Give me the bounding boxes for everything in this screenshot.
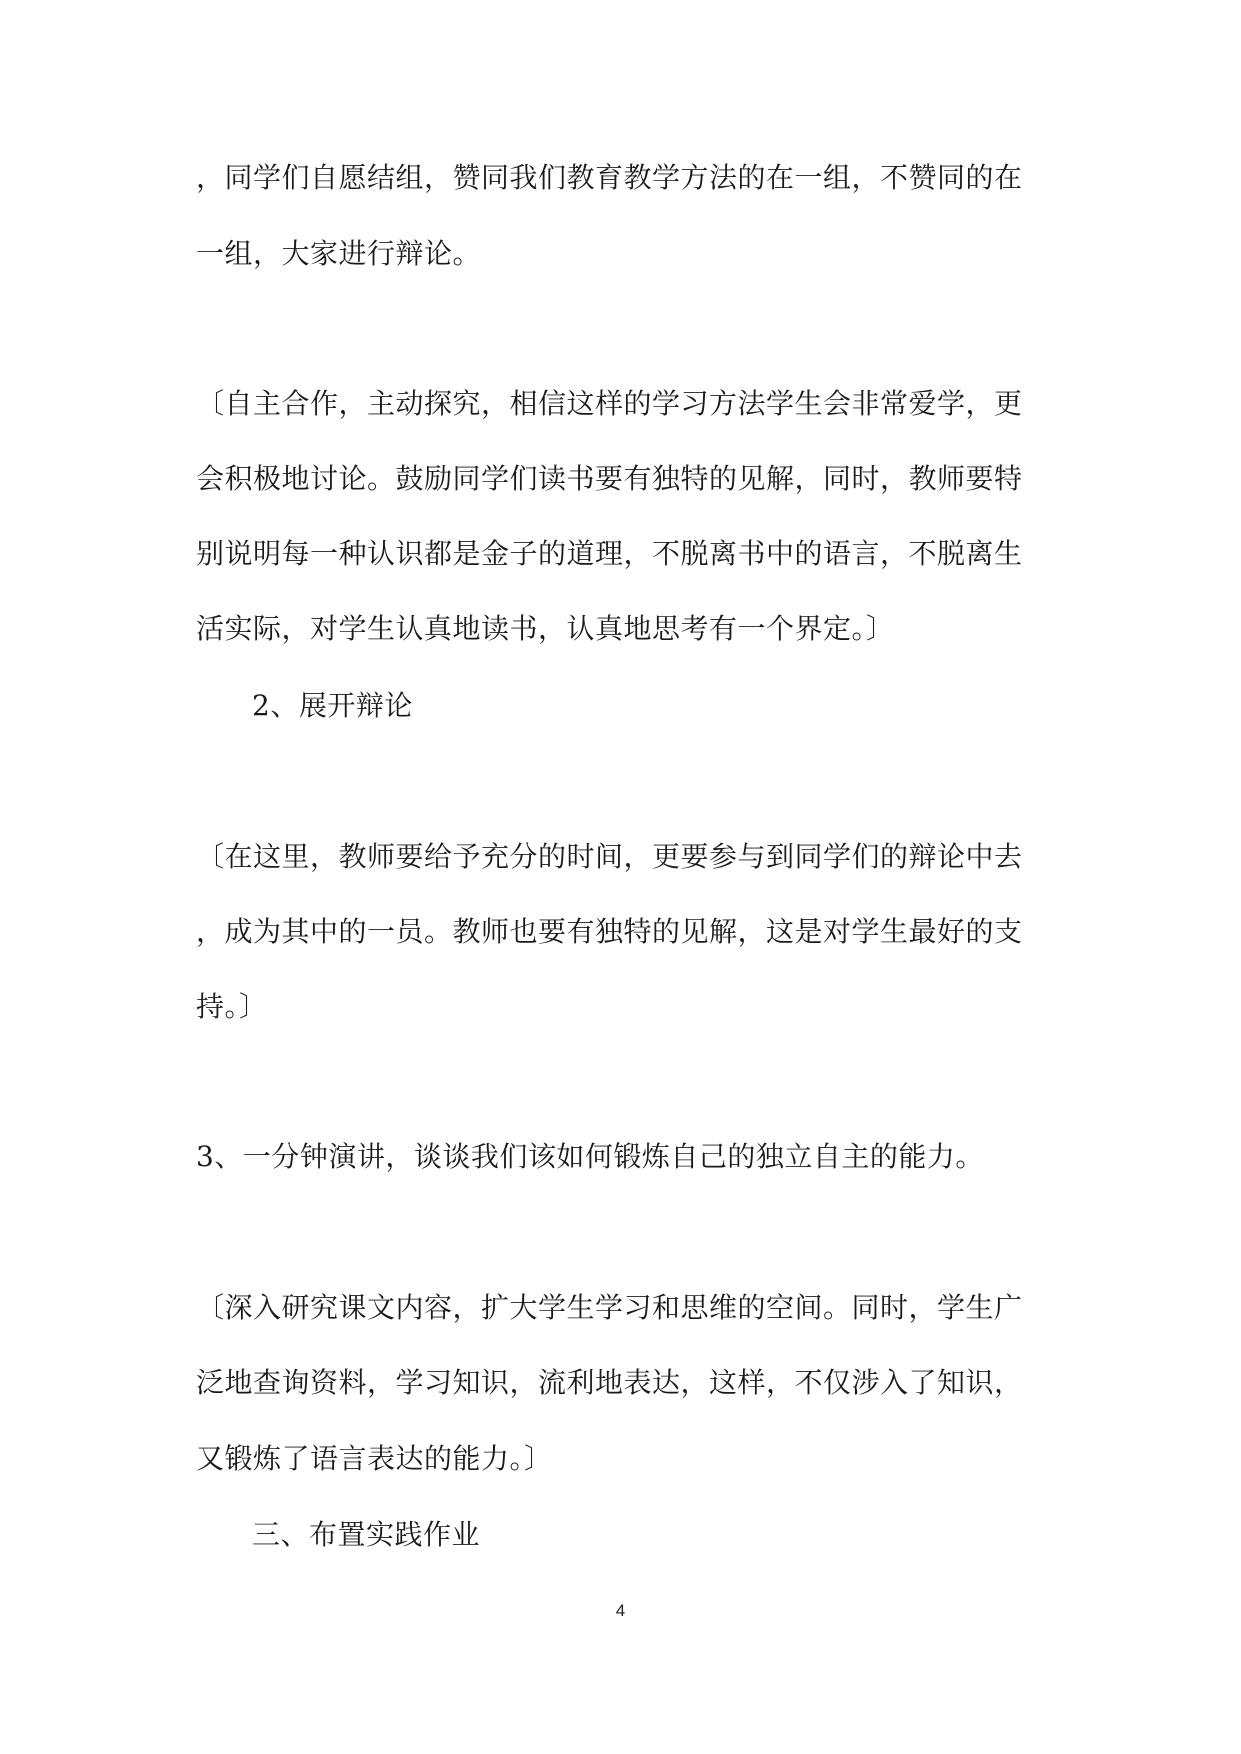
- paragraph-line: 3、一分钟演讲，谈谈我们该如何锻炼自己的独立自主的能力。: [196, 1140, 984, 1173]
- paragraph-line: 〔深入研究课文内容，扩大学生学习和思维的空间。同时，学生广: [196, 1291, 1023, 1324]
- page-number: 4: [615, 1601, 626, 1620]
- paragraph-line: 〔自主合作，主动探究，相信这样的学习方法学生会非常爱学，更: [196, 387, 1023, 420]
- paragraph-line: 〔在这里，教师要给予充分的时间，更要参与到同学们的辩论中去: [196, 840, 1023, 873]
- paragraph-line: 一组，大家进行辩论。: [196, 237, 482, 270]
- paragraph-line: 会积极地讨论。鼓励同学们读书要有独特的见解，同时，教师要特: [196, 462, 1023, 495]
- paragraph-line: 又锻炼了语言表达的能力。〕: [196, 1442, 553, 1475]
- section-subheading: 2、展开辩论: [252, 689, 413, 722]
- paragraph-line: 泛地查询资料，学习知识，流利地表达，这样，不仅涉入了知识，: [196, 1366, 1023, 1399]
- paragraph-line: 活实际，对学生认真地读书，认真地思考有一个界定。〕: [196, 612, 895, 645]
- paragraph-line: ，成为其中的一员。教师也要有独特的见解，这是对学生最好的支: [196, 915, 1023, 948]
- paragraph-line: 别说明每一种认识都是金子的道理，不脱离书中的语言，不脱离生: [196, 537, 1023, 570]
- paragraph-line: ，同学们自愿结组，赞同我们教育教学方法的在一组，不赞同的在: [196, 161, 1023, 194]
- section-heading: 三、布置实践作业: [252, 1518, 481, 1551]
- paragraph-line: 持。〕: [196, 990, 268, 1023]
